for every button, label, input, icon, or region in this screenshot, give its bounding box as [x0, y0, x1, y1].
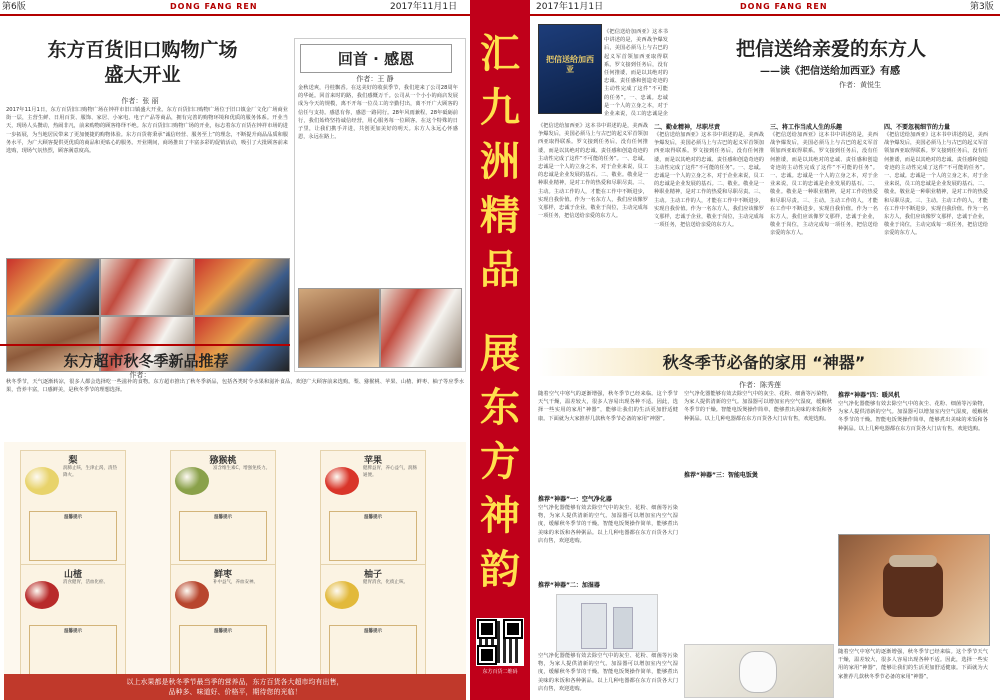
qr-caption: 东方百货二维码: [482, 669, 518, 675]
fruit-note-label: 温馨提示: [364, 629, 382, 634]
fruit-note-label: 温馨提示: [364, 515, 382, 520]
fruit-image: [25, 581, 59, 609]
fruit-note-label: 温馨提示: [64, 515, 82, 520]
fruit-card: [320, 450, 426, 570]
gadget-middle-column: 空气净化器能够有效去除空气中的灰尘、花粉、细菌等污染物，为家人提供清新的空气。加湿器可以增加室内空气湿度，缓解秋冬季节的干燥。智能电饭煲操作简单，能够煮出美味的米饭和各种粥品。以上几种电器都在东方百货各大门店有售，欢迎选购。: [684, 391, 832, 422]
gadget-head-2: 推荐“神器”二：加湿器: [538, 582, 600, 589]
slogan-char: 方: [480, 438, 520, 485]
fruit-desc: 补中益气，养血安神。: [213, 580, 258, 585]
headline-line-2: 盛大开业: [104, 64, 181, 86]
right-page-number: 第3版: [970, 2, 994, 12]
book-title: 把信送给加西亚: [546, 55, 594, 74]
gadget-head-1: 推荐“神器”一：空气净化器: [538, 496, 612, 503]
left-logo: DONG FANG REN: [170, 2, 258, 11]
left-date: 2017年11月1日: [390, 2, 458, 12]
gadget-body-2: 空气净化器能够有效去除空气中的灰尘、花粉、细菌等污染物，为家人提供清新的空气。加湿器可以增加室内空气湿度，缓解秋冬季节的干燥。智能电饭煲操作简单，能够煮出美味的米饭和各种粥品。以上几种电器都在东方百货各大门店有售，欢迎选购。: [538, 653, 678, 692]
gadget-intro-body: 随着空气中寒气的逐渐增强，秋冬季节已经来临。这个季节天气干燥，温差较大，很多人容易出现各种不适。因此，选择一些实用的家用“神器”，能够让我们的生活更加舒适健康。下面就为大家推荐几款秋冬季节必备的家用“神器”。: [538, 391, 678, 422]
fruit-note: [179, 511, 267, 561]
fruit-note-label: 温馨提示: [214, 515, 232, 520]
fruit-card: [170, 450, 276, 570]
column-2: [654, 122, 764, 341]
banner-line-2: 品种多、味道好、价格平，期待您的光临！: [168, 688, 302, 696]
gadget-head-4: 推荐“神器”四：暖风机: [838, 392, 900, 399]
fruit-desc: 消食健胃，活血化瘀。: [63, 580, 108, 585]
fruit-card: [320, 564, 426, 684]
right-subtitle-1: ——读《把信送给加西亚》有感: [760, 66, 900, 77]
fruit-note: [29, 511, 117, 561]
photo-poem-2: [380, 288, 462, 368]
fruit-card: [20, 450, 126, 570]
left-page-header: [0, 0, 470, 16]
slogan-char: 汇: [480, 30, 520, 77]
photo-air-purifier: [556, 594, 658, 652]
right-date: 2017年11月1日: [536, 2, 604, 12]
photo-opening-3: [194, 258, 290, 316]
left-author-2: 作者：: [129, 371, 151, 379]
fruit-name: 猕猴桃: [209, 456, 237, 466]
section-head-1: 二、勤业精神，尽职尽责: [654, 124, 721, 131]
gadget-body-1: 空气净化器能够有效去除空气中的灰尘、花粉、细菌等污染物，为家人提供清新的空气。加湿器可以增加室内空气湿度，缓解秋冬季节的干燥。智能电饭煲操作简单，能够煮出美味的米饭和各种粥品。以上几种电器都在东方百货各大门店有售，欢迎选购。: [538, 505, 678, 544]
fruit-desc: 富含维生素C，增强免疫力。: [213, 466, 271, 471]
slogan-char: 东: [480, 384, 520, 431]
fruit-image: [25, 467, 59, 495]
fruit-banner: [4, 674, 466, 700]
fruit-card: [20, 564, 126, 684]
right-author-1: 作者：黄悦生: [839, 81, 881, 89]
right-article-1-intro: 《把信送给加西亚》这本书中讲述的是，美西战争爆发后，美国必须马上与古巴的起义军首领加西亚取得联系。罗文接到任务后，没有任何推诿，而是以其绝对的忠诚、责任感和创造奇迹的主动性完成了这件“不可能的任务”。一、忠诚。忠诚是一个人的立身之本，对于企业来说，员工的忠诚是企: [604, 29, 668, 118]
right-headline-2: 秋冬季节必备的家用 “神器”: [662, 353, 866, 372]
slogan-char: 洲: [480, 138, 520, 185]
divider: [0, 344, 290, 346]
left-page-number: 第6版: [2, 2, 26, 12]
photo-rice-cooker: [838, 534, 990, 646]
fruit-desc: 健脾益胃，养心益气，润肠通便。: [363, 466, 417, 478]
photo-opening-1: [6, 258, 100, 316]
fruit-name: 梨: [68, 456, 78, 466]
slogan-char: 韵: [480, 546, 520, 593]
book-cover: [538, 24, 602, 114]
left-headline-1: [10, 38, 275, 88]
fruit-card: [170, 564, 276, 684]
left-article-1-body: 2017年11月1日，东方百货旧口购物广场在钟祥市旧口镇盛大开业。东方百货旧口购物广场位于旧口镇金厂文化广场商业街一层，主营生鲜、日用百货、服饰、家居、小家电、电子产品等商品，拥有完善的购物环境和优质的服务体系。开业当天，现场人头攒动，热闹非凡，前来购物的顾客络绎不绝。东方百货旧口购物广场的开业，标志着东方百货在钟祥市场的进一步拓展，为当地居民带来了更加便捷的购物体验。东方百货将秉承“诚信经营、服务至上”的理念，不断提升商品品质和服务水平，为广大顾客提供更优质的商品和更贴心的服务。开业期间，商场推出了丰富多彩的促销活动，吸引了大批顾客前来选购，现场气氛热烈，顾客满意度高。: [6, 107, 288, 155]
right-headline-1: 把信送给亲爱的东方人: [735, 38, 926, 60]
left-article-2-body: 秋冬季节，天气逐渐转凉，很多人都会选择吃一些滋补的食物。东方超市推出了秋冬季新品，包括各类时令水果和滋补食品，欢迎广大顾客前来选购。梨、猕猴桃、苹果、山楂、鲜枣、柚子等应季水果，营养丰富，口感鲜美，是秋冬季节的理想选择。: [6, 379, 464, 394]
right-page-header: [530, 0, 1000, 16]
column-1: 《把信送给加西亚》这本书中讲述的是，美西战争爆发后，美国必须马上与古巴的起义军首领加西亚取得联系。罗文接到任务后，没有任何推诿，而是以其绝对的忠诚、责任感和创造奇迹的主动性完成了这件“不可能的任务”。一、忠诚。忠诚是一个人的立身之本，对于企业来说，员工的忠诚是企业发展的基石。二、敬业。敬业是一种职业精神，是对工作的热爱和尽职尽责。三、主动。主动工作的人，才能在工作中不断进步，实现自我价值。作为一名东方人，我们应该像罗文那样，忠诚于企业，敬业于岗位，主动完成每一项任务，把信送给亲爱的东方人。: [538, 123, 648, 220]
photo-poem-1: [298, 288, 380, 368]
slogan-char: 品: [480, 246, 520, 293]
fruit-name: 苹果: [363, 456, 382, 466]
fruit-note-label: 温馨提示: [64, 629, 82, 634]
fruit-desc: 润肺止咳，生津止渴，清热降火。: [63, 466, 117, 478]
fruit-image: [325, 467, 359, 495]
fruit-note: [329, 511, 417, 561]
column-4-body: 《把信送给加西亚》这本书中讲述的是，美西战争爆发后，美国必须马上与古巴的起义军首领加西亚取得联系。罗文接到任务后，没有任何推诿，而是以其绝对的忠诚、责任感和创造奇迹的主动性完成了这件“不可能的任务”。一、忠诚。忠诚是一个人的立身之本，对于企业来说，员工的忠诚是企业发展的基石。二、敬业。敬业是一种职业精神，是对工作的热爱和尽职尽责。三、主动。主动工作的人，才能在工作中不断进步，实现自我价值。作为一名东方人，我们应该像罗文那样，忠诚于企业，敬业于岗位，主动完成每一项任务，把信送给亲爱的东方人。: [884, 132, 988, 237]
column-4: [884, 122, 988, 341]
section-head-2: 三、将工作当成人生的乐趣: [770, 124, 843, 131]
fruit-image: [325, 581, 359, 609]
poem-author: 作者：王 静: [356, 75, 394, 83]
fruit-note: [329, 625, 417, 675]
fruit-note: [179, 625, 267, 675]
gadget-closing: 随着空气中寒气的逐渐增强，秋冬季节已经来临。这个季节天气干燥，温差较大，很多人容易出现各种不适。因此，选择一些实用的家用“神器”，能够让我们的生活更加舒适健康。下面就为大家推荐几款秋冬季节必备的家用“神器”。: [838, 649, 988, 680]
center-strip: [470, 0, 530, 700]
gadget-head-3: 推荐“神器”三：智能电饭煲: [684, 472, 758, 479]
fruit-name: 鲜枣: [213, 570, 232, 580]
right-author-2: 作者：陈秀莲: [739, 381, 781, 389]
banner-line-1: 以上水果都是秋冬季节最当季的营养品，东方百货各大超市均有出售，: [126, 678, 344, 686]
fruit-image: [175, 581, 209, 609]
fruit-name: 山楂: [63, 570, 82, 580]
left-author-1: 作者：张 丽: [121, 97, 159, 105]
left-headline-2: 东方超市秋冬季新品推荐: [63, 352, 229, 370]
right-logo: DONG FANG REN: [740, 2, 828, 11]
column-2-body: 《把信送给加西亚》这本书中讲述的是，美西战争爆发后，美国必须马上与古巴的起义军首领加西亚取得联系。罗文接到任务后，没有任何推诿，而是以其绝对的忠诚、责任感和创造奇迹的主动性完成了这件“不可能的任务”。一、忠诚。忠诚是一个人的立身之本，对于企业来说，员工的忠诚是企业发展的基石。二、敬业。敬业是一种职业精神，是对工作的热爱和尽职尽责。三、主动。主动工作的人，才能在工作中不断进步，实现自我价值。作为一名东方人，我们应该像罗文那样，忠诚于企业，敬业于岗位，主动完成每一项任务，把信送给亲爱的东方人。: [654, 132, 764, 229]
right-article-1-columns: [538, 122, 988, 342]
photo-opening-2: [100, 258, 194, 316]
poem-title: 回首 · 感恩: [300, 44, 452, 73]
section-head-3: 四、不要忽视细节的力量: [884, 124, 951, 131]
slogan-char: 展: [480, 330, 520, 377]
column-3-body: 《把信送给加西亚》这本书中讲述的是，美西战争爆发后，美国必须马上与古巴的起义军首领加西亚取得联系。罗文接到任务后，没有任何推诿，而是以其绝对的忠诚、责任感和创造奇迹的主动性完成了这件“不可能的任务”。一、忠诚。忠诚是一个人的立身之本，对于企业来说，员工的忠诚是企业发展的基石。二、敬业。敬业是一种职业精神，是对工作的热爱和尽职尽责。三、主动。主动工作的人，才能在工作中不断进步，实现自我价值。作为一名东方人，我们应该像罗文那样，忠诚于企业，敬业于岗位，主动完成每一项任务，把信送给亲爱的东方人。: [770, 132, 878, 237]
fruit-name: 柚子: [363, 570, 382, 580]
gadget-headline-banner: [538, 348, 990, 376]
slogan-char: 神: [480, 492, 520, 539]
headline-line-1: 东方百货旧口购物广场: [47, 39, 238, 61]
fruit-image: [175, 467, 209, 495]
column-3: [770, 122, 878, 341]
slogan-char: 精: [480, 192, 520, 239]
qr-code[interactable]: [476, 618, 524, 666]
photo-humidifier: [684, 644, 834, 698]
gadget-right-column: 空气净化器能够有效去除空气中的灰尘、花粉、细菌等污染物，为家人提供清新的空气。加湿器可以增加室内空气湿度，缓解秋冬季节的干燥。智能电饭煲操作简单，能够煮出美味的米饭和各种粥品。以上几种电器都在东方百货各大门店有售，欢迎选购。: [838, 401, 988, 432]
fruit-note-label: 温馨提示: [214, 629, 232, 634]
slogan-char: 九: [480, 84, 520, 131]
fruit-desc: 健胃消食，化痰止咳。: [363, 580, 408, 585]
fruit-note: [29, 625, 117, 675]
poem-body: 金秋送爽，丹桂飘香。在这美好的收获季节，我们迎来了公司28周年的华诞。回首来时的路，我们感慨万千。公司从一个小小的商店发展成为今天的规模，离不开每一位员工的辛勤付出，离不开广大顾客的信任与支持。感恩有你，感恩一路同行。28年风雨兼程，28年砥砺前行，我们始终坚持诚信经营，用心服务每一位顾客。在这个特殊的日子里，让我们携手并进，共创更加美好的明天。东方人永远心怀感恩，永远在路上。: [298, 85, 458, 141]
